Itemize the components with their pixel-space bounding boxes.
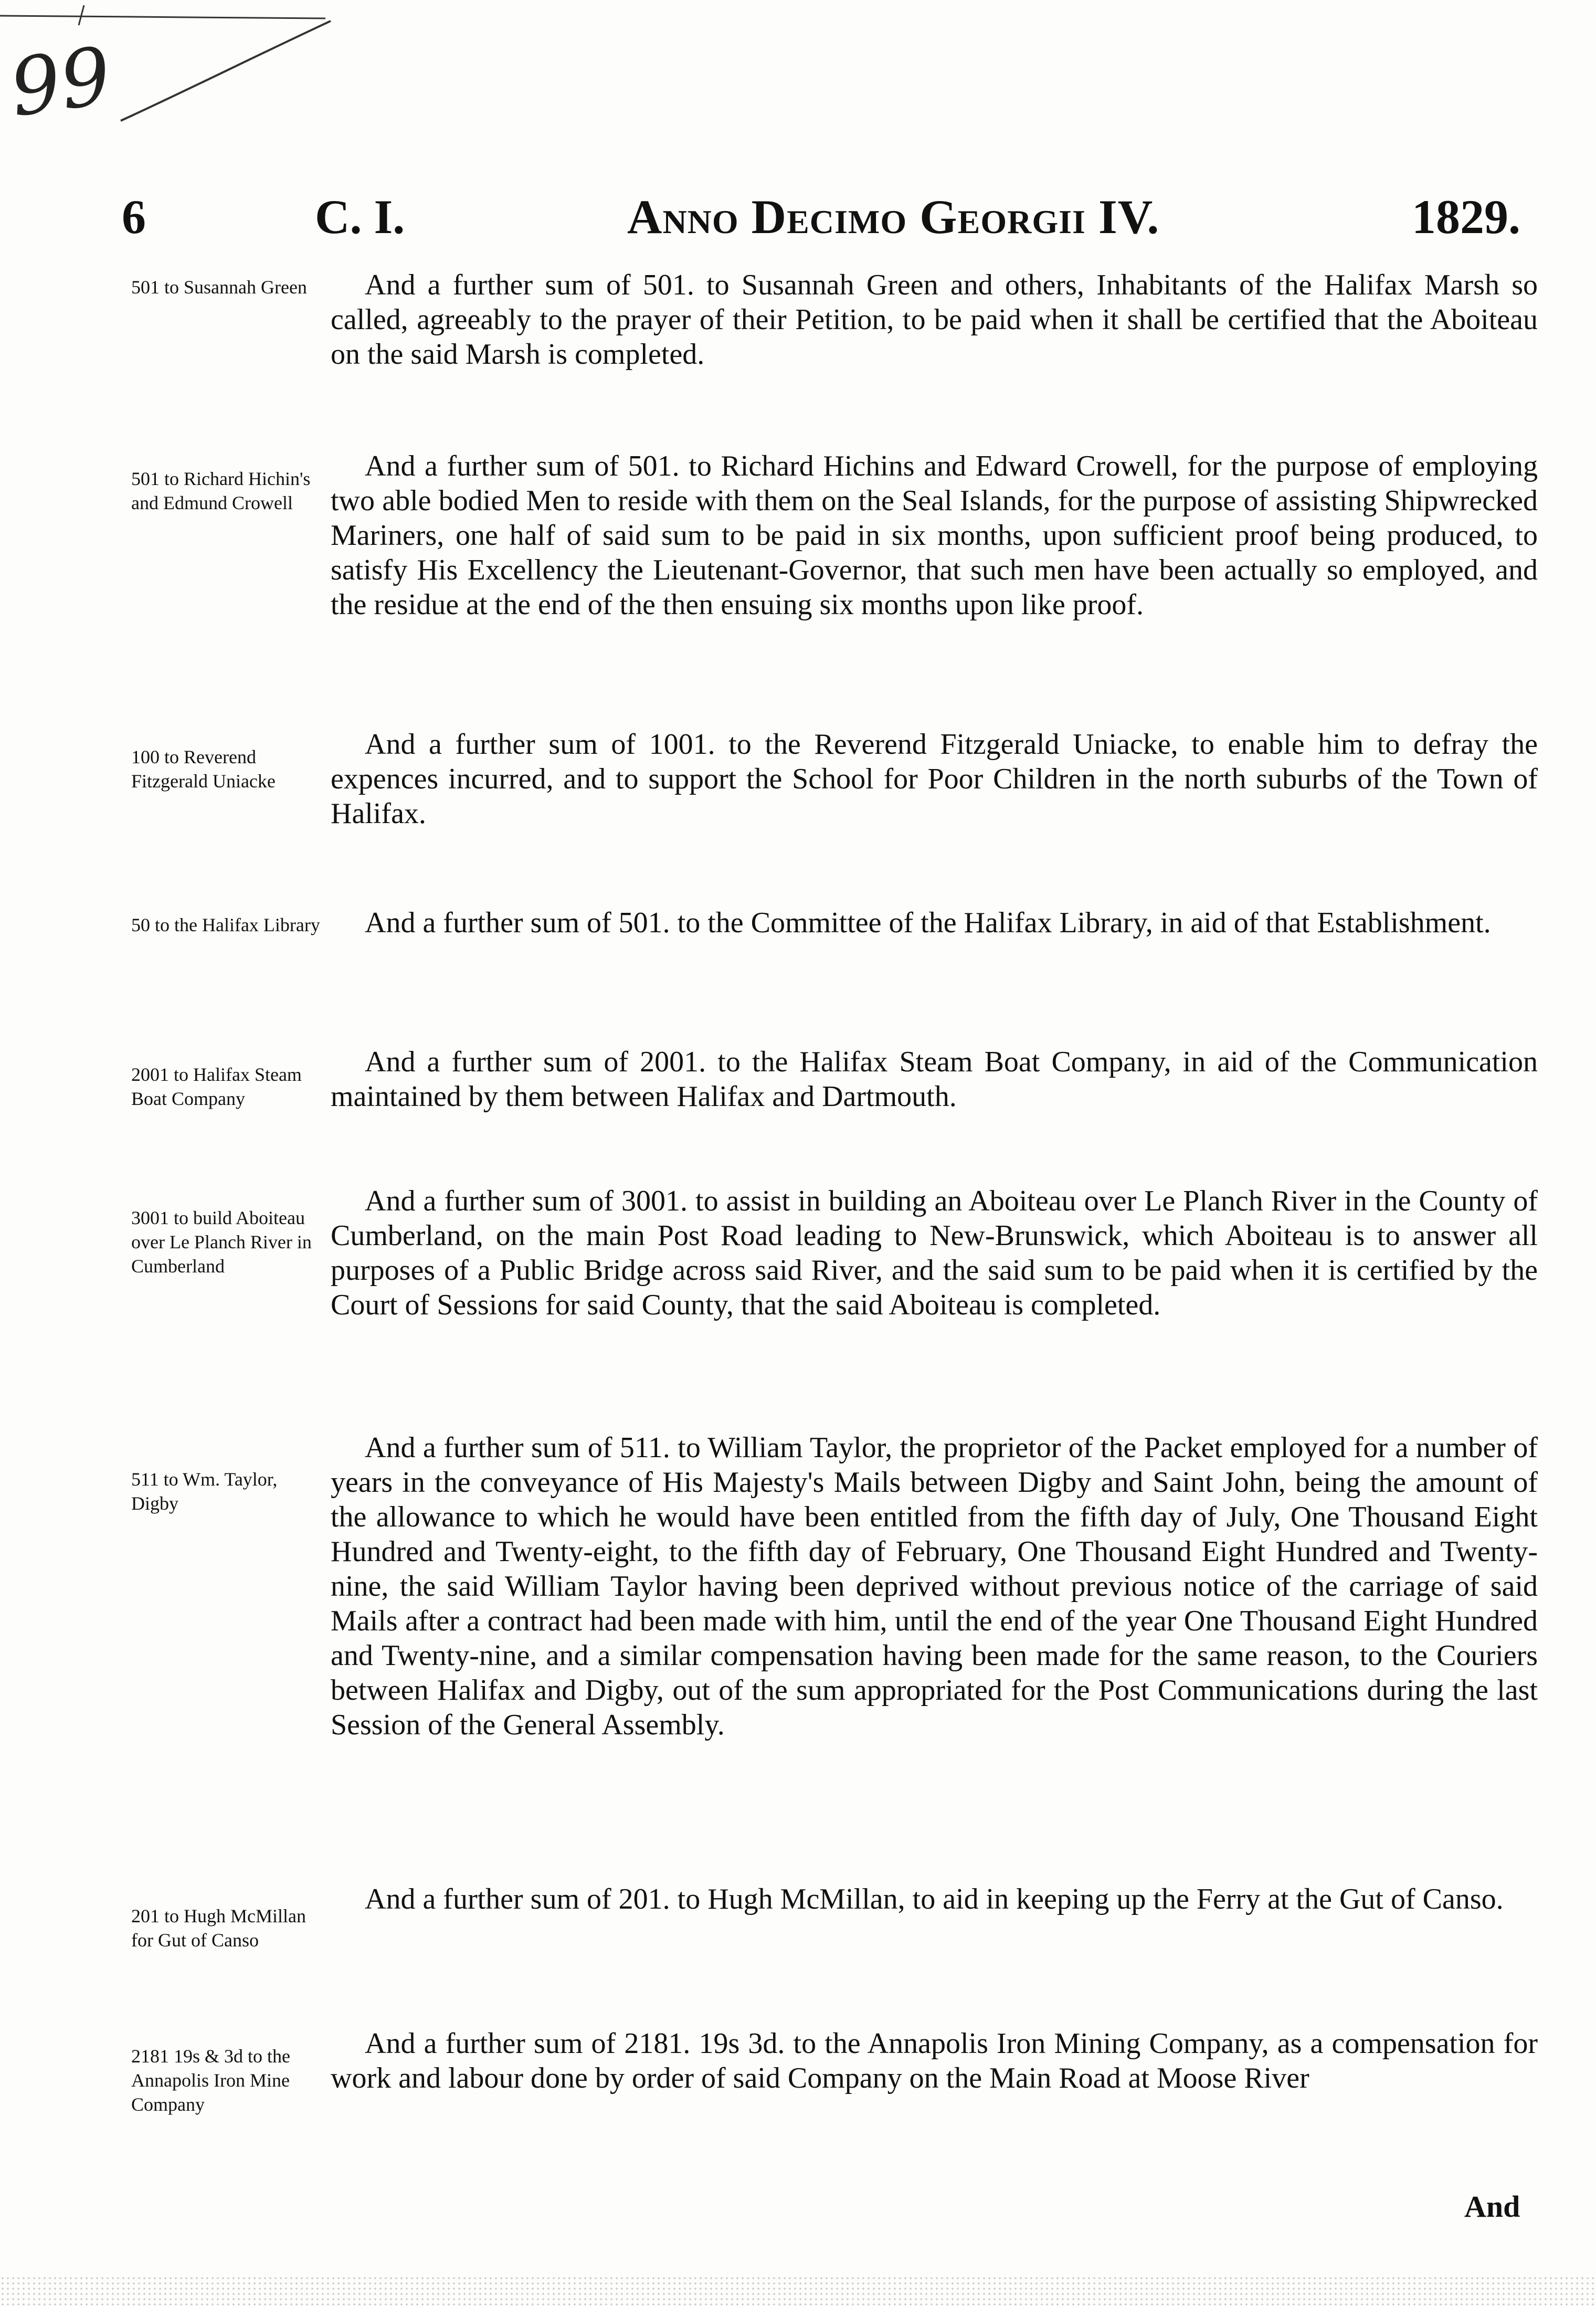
margin-note: 2181 19s & 3d to the Annapolis Iron Mine Company: [131, 2046, 290, 2115]
entry-text: And a further sum of 3001. to assist in building an Aboiteau over Le Planch River in the County of Cumberland, on the main Post Road leading to New-Brunswick, which Aboiteau is to answer all purposes of a Public Bridge across said River, and the said sum to be paid when it is certified by the Court of Sessions for said County, that the said Aboiteau is completed.: [331, 1185, 1538, 1321]
entry-text: And a further sum of 2001. to the Halifax Steam Boat Company, in aid of the Communication maintained by them between Halifax and Dartmouth.: [331, 1046, 1538, 1113]
entry-text: And a further sum of 1001. to the Reverend Fitzgerald Uniacke, to enable him to defray the expences incurred, and to support the School for Poor Children in the north suburbs of the Town of Halifax.: [331, 728, 1538, 830]
entry-text: And a further sum of 501. to the Committee of the Halifax Library, in aid of that Establishment.: [365, 907, 1491, 939]
margin-note: 2001 to Halifax Steam Boat Company: [131, 1064, 302, 1109]
margin-note: 50 to the Halifax Library: [131, 914, 320, 935]
margin-note: 511 to Wm. Taylor, Digby: [131, 1469, 278, 1514]
chapter-label: C. I.: [315, 190, 405, 244]
margin-note: 201 to Hugh McMillan for Gut of Canso: [131, 1905, 306, 1951]
pen-stroke-mark: [115, 16, 336, 126]
catchword: And: [1464, 2189, 1520, 2224]
bottom-scan-edge: [0, 2276, 1596, 2306]
entry-text: And a further sum of 201. to Hugh McMillan, to aid in keeping up the Ferry at the Gut of Canso.: [365, 1883, 1504, 1915]
margin-note: 501 to Richard Hichin's and Edmund Crowell: [131, 468, 311, 513]
page-number: 6: [122, 190, 146, 244]
handwritten-folio-number: 99: [4, 30, 117, 135]
header-title: Anno Decimo Georgii IV.: [627, 190, 1160, 244]
entry-text: And a further sum of 511. to William Taylor, the proprietor of the Packet employed for a number of years in the conveyance of His Majesty's Mails between Digby and Saint John, being the amount of the allowance to which he would have been entitled from the fifth day of July, One Thousand Eight Hundred and Twenty-eight, to the fifth day of February, One Thousand Eight Hundred and Twenty-nine, the said William Taylor having been deprived without previous notice of the carriage of said Mails after a contract had been made with him, until the end of the year One Thousand Eight Hundred and Twenty-nine, and a similar compensation having been made for the same reason, to the Couriers between Halifax and Digby, out of the sum appropriated for the Post Communications during the last Session of the General Assembly.: [331, 1431, 1538, 1741]
entry-text: And a further sum of 501. to Susannah Green and others, Inhabitants of the Halifax Marsh so called, agreeably to the prayer of their Petition, to be paid when it shall be certified that the Aboiteau on the said Marsh is completed.: [331, 269, 1538, 371]
margin-note: 100 to Reverend Fitzgerald Uniacke: [131, 746, 276, 792]
margin-note: 501 to Susannah Green: [131, 277, 307, 298]
header-year: 1829.: [1412, 190, 1520, 244]
entry-text: And a further sum of 501. to Richard Hichins and Edward Crowell, for the purpose of employing two able bodied Men to reside with them on the Seal Islands, for the purpose of assisting Shipwrecked Mariners, one half of said sum to be paid in six months, upon sufficient proof being produced, to satisfy His Excellency the Lieutenant-Governor, that such men have been actually so employed, and the residue at the end of the then ensuing six months upon like proof.: [331, 450, 1538, 621]
running-header: [0, 189, 1596, 257]
margin-note: 3001 to build Aboiteau over Le Planch River in Cumberland: [131, 1207, 312, 1277]
entry-text: And a further sum of 2181. 19s 3d. to the Annapolis Iron Mining Company, as a compensation for work and labour done by order of said Company on the Main Road at Moose River: [331, 2027, 1538, 2094]
